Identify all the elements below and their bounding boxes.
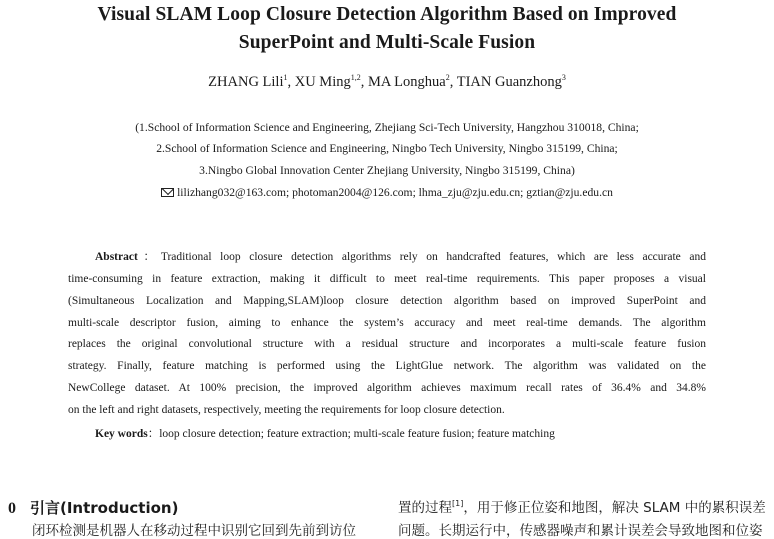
email-list: lilizhang032@163.com; photoman2004@126.com; lhma_zju@zju.edu.cn; gztian@zju.edu.cn bbox=[177, 186, 613, 199]
affiliation-line: 2.School of Information Science and Engineering, Ningbo Tech University, Ningbo 315199, China; bbox=[156, 142, 618, 155]
author-name: ZHANG Lili bbox=[208, 74, 284, 90]
affiliation-line: 3.Ningbo Global Innovation Center Zhejiang University, Ningbo 315199, China) bbox=[199, 164, 575, 177]
author-affiliation-mark: 3 bbox=[561, 73, 566, 82]
paper-title-line-1: Visual SLAM Loop Closure Detection Algorithm Based on Improved bbox=[97, 4, 677, 25]
abstract-line: (Simultaneous Localization and Mapping,SLAM)loop closure detection algorithm based on improved SuperPoint and bbox=[68, 295, 706, 307]
email-line bbox=[0, 186, 774, 199]
author-affiliation-mark: 2 bbox=[445, 73, 450, 82]
abstract-line: on the left and right datasets, respectively, meeting the requirements for loop closure detection. bbox=[68, 404, 505, 416]
body-text-right-line: 置的过程[1]，用于修正位姿和地图，解决 SLAM 中的累积误差 bbox=[398, 499, 766, 516]
keywords-line: Key words：loop closure detection; feature extraction; multi-scale feature fusion; feature matching bbox=[95, 428, 555, 440]
abstract-line: time-consuming in feature extraction, making it difficult to meet real-time requirements. This paper proposes a visual bbox=[68, 273, 706, 285]
abstract-label: Abstract bbox=[95, 251, 138, 263]
envelope-icon bbox=[161, 188, 174, 197]
author-name: TIAN Guanzhong bbox=[456, 74, 562, 90]
abstract-line: Abstract：Traditional loop closure detection algorithms rely on handcrafted features, which are less accurate and bbox=[95, 251, 707, 263]
abstract-line: multi-scale descriptor fusion, aiming to enhance the system’s accuracy and meet real-time demands. The algorithm bbox=[68, 317, 706, 329]
section-heading bbox=[8, 497, 178, 518]
affiliation-line: (1.School of Information Science and Engineering, Zhejiang Sci-Tech University, Hangzhou 310018, China; bbox=[135, 121, 639, 134]
author-affiliation-mark: 1,2 bbox=[350, 73, 361, 82]
section-title: 引言(Introduction) bbox=[30, 499, 179, 517]
abstract-line: NewCollege dataset. At 100% precision, the improved algorithm achieves maximum recall rates of 36.4% and 34.8% bbox=[68, 382, 706, 394]
abstract-line: replaces the original convolutional structure with a residual structure and incorporates a multi-scale feature fusion bbox=[68, 338, 706, 350]
author-list: ZHANG Lili$^1$, XU Ming$^{1,2}$, MA Longhua$^2$, TIAN Guanzhong$^3$ bbox=[208, 73, 566, 90]
author-name: XU Ming bbox=[294, 74, 351, 90]
citation-ref: [1] bbox=[452, 499, 464, 508]
paper-title-line-2: SuperPoint and Multi-Scale Fusion bbox=[238, 32, 536, 53]
keywords-text: loop closure detection; feature extraction; multi-scale feature fusion; feature matching bbox=[159, 428, 555, 440]
author-name: MA Longhua bbox=[367, 74, 446, 90]
author-affiliation-mark: 1 bbox=[283, 73, 288, 82]
body-text-right-line: 问题。长期运行中，传感器噪声和累计误差会导致地图和位姿 bbox=[398, 523, 763, 539]
keywords-label: Key words bbox=[95, 428, 148, 440]
body-text-left-line: 闭环检测是机器人在移动过程中识别它回到先前到访位 bbox=[32, 523, 356, 539]
abstract-line: strategy. Finally, feature matching is performed using the LightGlue network. The algorithm was validated on the bbox=[68, 360, 706, 372]
section-number: 0 bbox=[8, 500, 16, 517]
